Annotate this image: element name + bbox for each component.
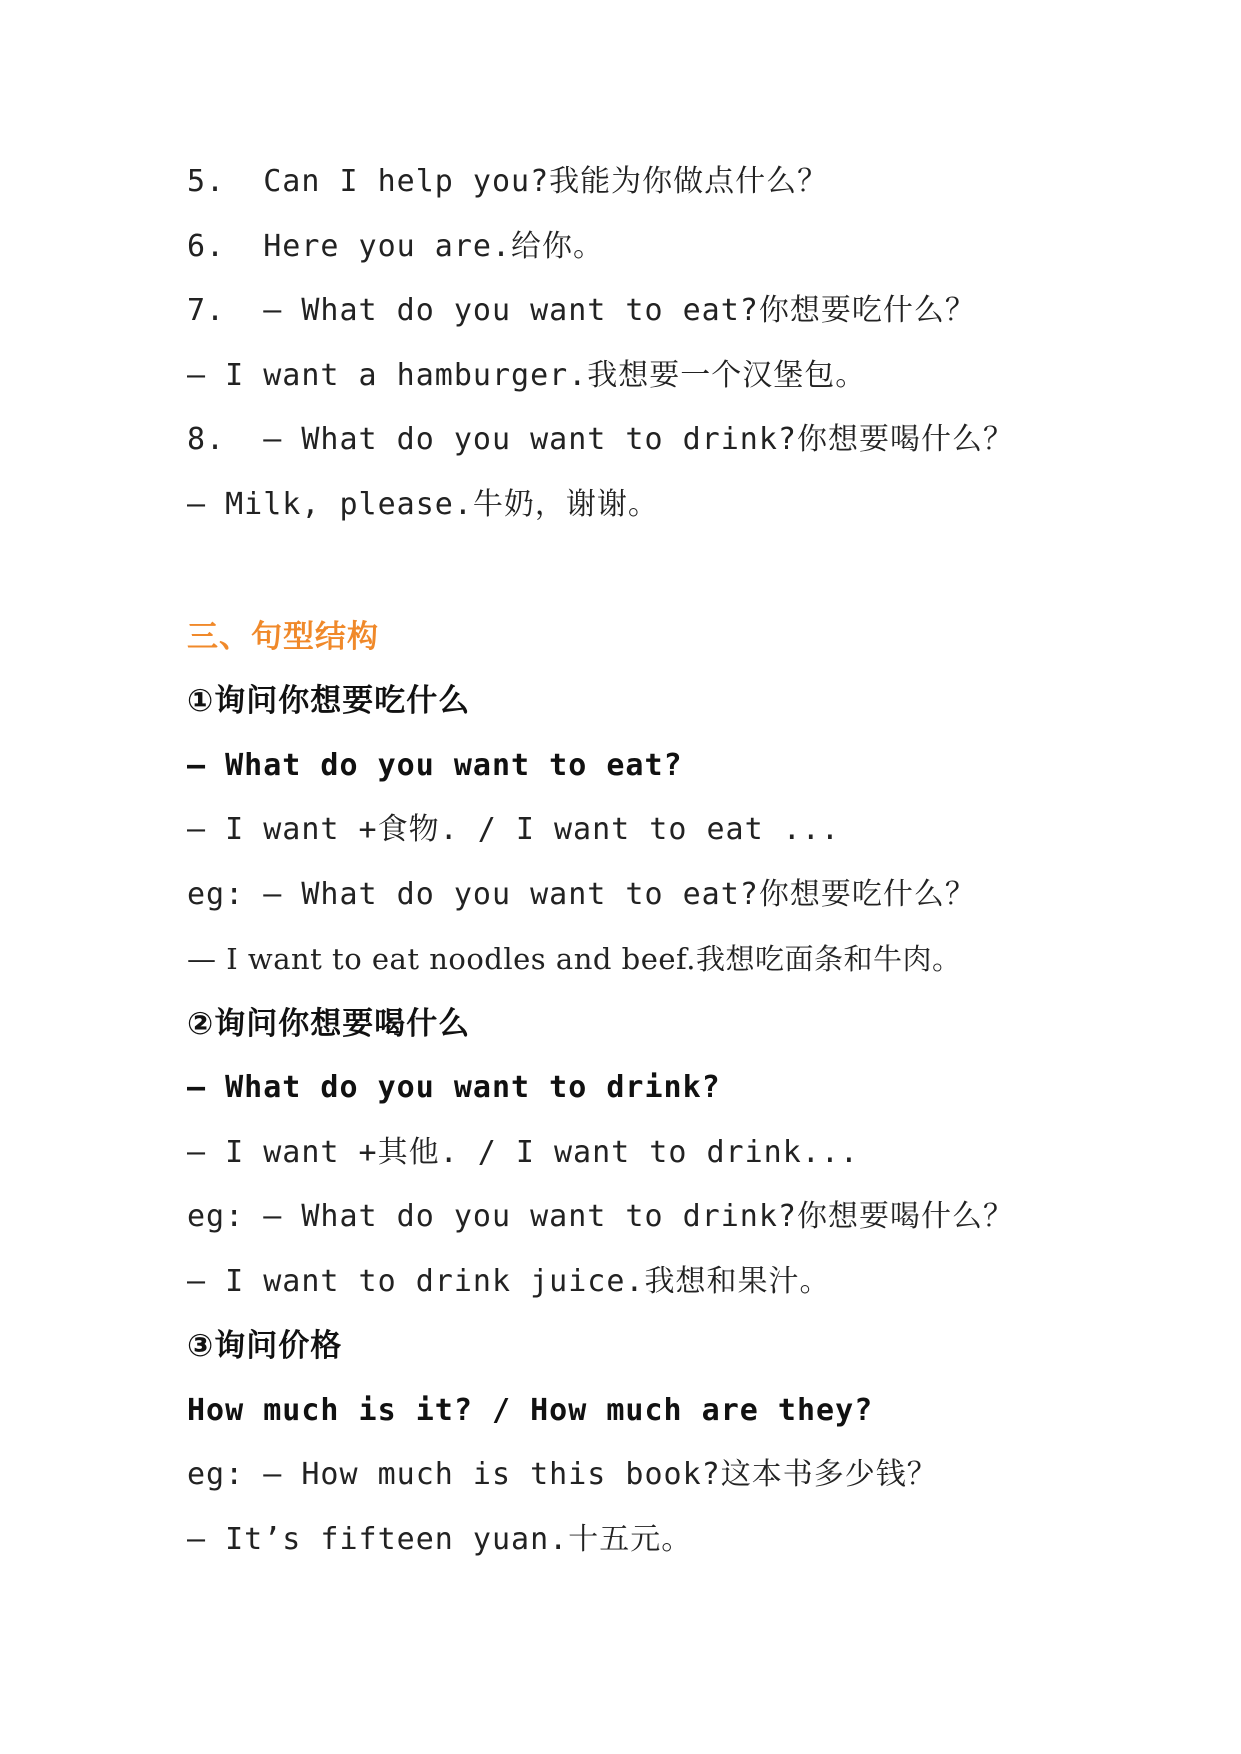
sentence-5: 5. Can I help you?我能为你做点什么？ — [187, 164, 829, 199]
sentence-8-answer: — Milk, please.牛奶，谢谢。 — [187, 487, 659, 522]
pattern-1-answer: — I want +食物. / I want to eat ... — [187, 812, 840, 847]
sentence-7-answer: — I want a hamburger.我想要一个汉堡包。 — [187, 358, 867, 393]
pattern-2-example-question: eg: — What do you want to drink?你想要喝什么？ — [187, 1199, 1014, 1234]
pattern-3-question: How much is it? / How much are they? — [187, 1393, 874, 1428]
pattern-1-question: — What do you want to eat? — [187, 748, 683, 783]
pattern-2-question: — What do you want to drink? — [187, 1070, 721, 1105]
sentence-6: 6. Here you are.给你。 — [187, 229, 605, 264]
pattern-2-example-answer: — I want to drink juice.我想和果汁。 — [187, 1264, 831, 1299]
section-heading: 三、句型结构 — [187, 619, 379, 655]
sentence-7-question: 7. — What do you want to eat?你想要吃什么？ — [187, 293, 976, 328]
pattern-3-title: ③询问价格 — [187, 1328, 343, 1364]
pattern-2-title: ②询问你想要喝什么 — [187, 1006, 471, 1042]
sentence-8-question: 8. — What do you want to drink?你想要喝什么？ — [187, 422, 1014, 457]
pattern-1-example-question: eg: — What do you want to eat?你想要吃什么？ — [187, 877, 976, 912]
pattern-1-example-answer: — I want to eat noodles and beef.我想吃面条和牛肉。 — [187, 942, 962, 976]
pattern-3-example-answer: — It’s fifteen yuan.十五元。 — [187, 1522, 693, 1557]
pattern-1-title: ①询问你想要吃什么 — [187, 683, 471, 719]
pattern-2-answer: — I want +其他. / I want to drink... — [187, 1135, 859, 1170]
pattern-3-example-question: eg: — How much is this book?这本书多少钱？ — [187, 1457, 938, 1492]
